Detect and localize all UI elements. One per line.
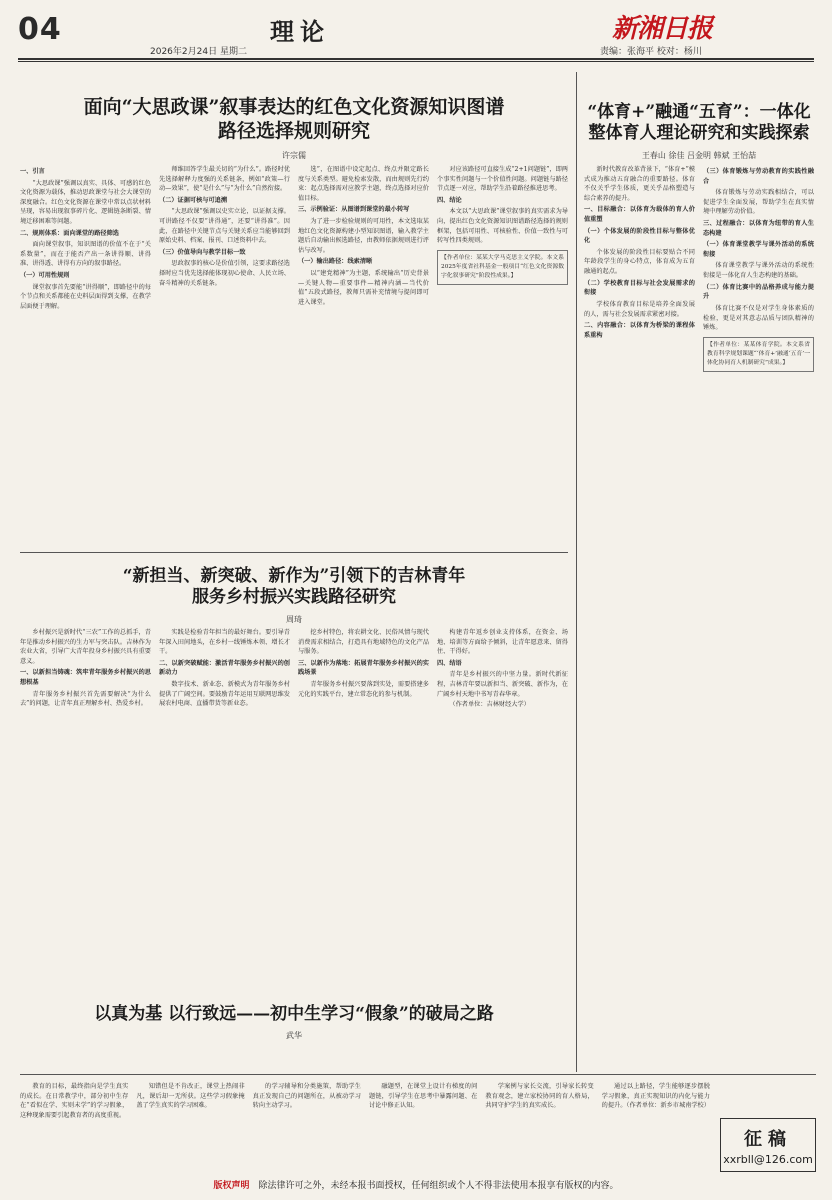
- section-heading: （一）可用性规则: [20, 272, 70, 280]
- page-number: 04: [18, 12, 62, 47]
- section-heading: （三）价值导向与教学目标一致: [159, 248, 246, 256]
- paragraph: 【作者单位：某某体育学院。本文系省教育科学规划课题“‘体育+’融通‘五育’一体化协同育人机制研究”成果。】: [703, 337, 814, 372]
- paragraph: 师维回答学生最关切的“为什么”。路径时优先选择解释力度强的关系链条，例如“政策—行动—效果”，使“是什么”与“为什么”自然衔接。: [159, 166, 290, 193]
- article1-col: [298, 165, 429, 545]
- article2-col: [584, 165, 695, 1070]
- paragraph: 面向课堂叙事，知识图谱的价值不在于“关系数量”，而在于能否产出一条讲得顺、讲得准、讲得透、讲得有方向的叙事路径。: [20, 241, 151, 268]
- paragraph: 知错但是不肯改正，课堂上热闹非凡，课后却一无所获。这些学习假象掩盖了学生真实的学习困难。: [136, 1083, 245, 1110]
- article1-body: [20, 165, 568, 545]
- paragraph: “大思政课”强调以史实立论，以证据支撑。可讲路径不仅要“讲得通”，还要“讲得准”。因此，在路径中关键节点与关键关系应当能够回到原始史料、档案、报刊、口述资料中去。: [159, 208, 290, 245]
- article3-title-line1: “新担当、新突破、新作为”引领下的吉林青年: [122, 566, 466, 586]
- section-heading: （一）个体发展的阶段性目标与整体优化: [584, 227, 695, 245]
- paragraph: 实践是检验青年担当的最好舞台。要引导青年深入田间地头，在乡村一线锤炼本领、增长才干。: [159, 629, 290, 656]
- section-heading: 一、目标融合：以体育为载体的育人价值重塑: [584, 206, 695, 224]
- newspaper-logo: 新湘日报: [612, 14, 713, 44]
- section-heading: 一、以新担当铸魂：筑牢青年服务乡村振兴的思想根基: [20, 669, 151, 687]
- paragraph: 融题型，在课堂上设计有梯度的问题链，引导学生在思考中暴露问题、在讨论中修正认知。: [368, 1083, 478, 1110]
- article3-title: [20, 566, 568, 609]
- section-title: 理论: [270, 18, 330, 46]
- copyright-text: 除法律许可之外，未经本报书面授权，任何组织或个人不得非法使用本报享有版权的内容。: [258, 1181, 619, 1191]
- paragraph: 构建青年返乡创业支持体系，在资金、场地、培训等方面给予倾斜，让青年愿意来、留得住、干得好。: [437, 629, 568, 656]
- article2-col: [703, 165, 814, 1070]
- article3-col: [437, 628, 568, 988]
- section-heading: 一、引言: [20, 168, 45, 175]
- paragraph: 青年服务乡村振兴首先需要解决“为什么去”的问题，让青年真正理解乡村、热爱乡村。: [20, 690, 151, 708]
- paragraph: 教育的目标，最终指向是学生真实的成长。在日常教学中，部分初中生存在“看似在学、实则未学”的学习假象，这种现象需要引起教育者的高度重视。: [20, 1083, 129, 1119]
- paragraph: 思政叙事的核心是价值引领，这要求路径选择时应当优先选择能体现初心使命、人民立场、奋斗精神的关系链条。: [159, 260, 290, 287]
- article4-col: [20, 1082, 128, 1172]
- paragraph: 选”，在图谱中设定起点、终点并限定路长度与关系类型。避免检索发散，而由规则先行约束：起点选择需对应教学主题，终点选择对应价值目标。: [298, 166, 429, 202]
- article4-col: [602, 1082, 710, 1172]
- section-heading: （三）体育锻炼与劳动教育的实践性融合: [703, 168, 814, 185]
- column-divider: [576, 72, 577, 1072]
- article-separator: [20, 1074, 816, 1075]
- article3-col: [20, 628, 151, 988]
- paragraph: 青年服务乡村振兴要落到实处，需要搭建多元化的实践平台，建立常态化的参与机制。: [298, 681, 429, 698]
- section-heading: 二、内容融合：以体育为桥梁的课程体系重构: [584, 322, 695, 339]
- article3-author: 周琦: [286, 615, 302, 624]
- section-heading: 三、以新作为落地：拓展青年服务乡村振兴的实践场景: [298, 659, 429, 677]
- article3-col: [159, 628, 290, 988]
- paragraph: 对应该路径可直接生成“2+1问题链”，即两个事实性问题与一个价值性问题。问题链与路径节点逐一对应，帮助学生沿着路径推进思考。: [437, 166, 568, 193]
- section-heading: 四、结语: [437, 659, 462, 667]
- paragraph: 挖乡村特色，将农耕文化、民俗风情与现代消费需求相结合，打造具有地域特色的文化产品与服务。: [298, 629, 429, 656]
- section-heading: 二、以新突破赋能：激活青年服务乡村振兴的创新动力: [159, 659, 290, 677]
- article1-title: [20, 96, 568, 144]
- article3-col: [298, 628, 429, 988]
- copyright-notice: [18, 1178, 814, 1194]
- article1-title-line2: 路径选择规则研究: [217, 119, 370, 142]
- section-heading: （一）输出路径：线索清晰: [298, 258, 373, 266]
- article1-col: [159, 165, 290, 545]
- issue-date: 2026年2月24日 星期二: [150, 47, 247, 57]
- paragraph: 学案例与家长交流，引导家长转变教育观念，建立家校协同的育人格局，共同守护学生的真实成长。: [485, 1083, 594, 1110]
- article-separator: [20, 552, 568, 553]
- call-for-papers-label: 征稿: [744, 1129, 792, 1150]
- masthead: [0, 0, 832, 64]
- masthead-rule: [18, 58, 814, 60]
- paragraph: 体育比赛不仅是对学生身体素质的检验，更是对其意志品质与团队精神的锤炼。: [703, 304, 814, 332]
- article4-author: 武华: [286, 1031, 302, 1040]
- section-heading: （一）体育课堂教学与课外活动的系统衔接: [703, 241, 814, 258]
- article3-body: [20, 628, 568, 988]
- editor-credits: 责编：张海平 校对：杨川: [600, 47, 702, 57]
- article1-title-line1: 面向“大思政课”叙事表达的红色文化资源知识图谱: [83, 96, 505, 118]
- section-heading: 三、示例验证：从图谱到课堂的最小转写: [298, 206, 410, 214]
- section-heading: 二、规则体系：面向课堂的路径筛选: [20, 229, 119, 237]
- paragraph: 个体发展的阶段性目标要贴合不同年龄段学生的身心特点，体育成为五育融通的起点。: [584, 248, 695, 276]
- article3-title-line2: 服务乡村振兴实践路径研究: [192, 587, 396, 608]
- paragraph: 新时代教育改革背景下，“体育+”模式成为推动五育融合的重要路径。体育不仅关乎学生体质，更关乎品格塑造与综合素养的提升。: [584, 166, 695, 202]
- article2-title: [584, 102, 814, 145]
- section-heading: （二）体育比赛中的品格养成与能力提升: [703, 283, 814, 301]
- paragraph: 课堂叙事首先要能“讲得顺”，即路径中的每个节点和关系都能在史料层面得到支撑，在教学层面便于理解。: [20, 283, 151, 310]
- article2-author: 王春山 徐佳 吕金明 韩斌 王怡喆: [641, 151, 757, 160]
- section-heading: 四、结论: [437, 196, 462, 204]
- article1-author: 许宗儒: [282, 151, 306, 160]
- section-heading: （二）证据可核与可追溯: [159, 196, 228, 204]
- article2-body: [584, 165, 814, 1070]
- article4-col: [485, 1082, 593, 1172]
- paragraph: （作者单位：吉林财经大学）: [449, 701, 530, 709]
- paragraph: 为了进一步检验规则的可用性，本文选取某地红色文化资源构建小型知识图谱，输入教学主题后自动输出候选路径，由教师依据规则进行评估与改写。: [298, 218, 429, 254]
- paragraph: 乡村振兴是新时代“三农”工作的总抓手，青年是推动乡村振兴的生力军与突击队。吉林作为农业大省，引导广大青年投身乡村振兴具有重要意义。: [20, 629, 151, 665]
- article2-title-line2: 整体育人理论研究和实践探索: [588, 123, 810, 144]
- paragraph: 体育课堂教学与课外活动的系统性衔接是一体化育人生态构建的基础。: [703, 262, 814, 280]
- submission-email[interactable]: xxrbll@126.com: [723, 1153, 813, 1166]
- article1-col: [20, 165, 151, 545]
- paragraph: 青年是乡村振兴的中坚力量。新时代新征程，吉林青年要以新担当、新突破、新作为，在广阔乡村天地中书写青春华章。: [437, 671, 568, 698]
- article2-title-line1: “体育+”融通“五育”：一体化: [587, 102, 811, 122]
- call-for-papers-box: [720, 1118, 816, 1172]
- paragraph: “大思政课”强调以真实、具体、可感的红色文化资源为载体，推动思政课堂与社会大课堂的深度融合。红色文化资源在课堂中常以点状材料呈现，容易出现叙事碎片化、逻辑链条断裂、情境迁移困难等问题。: [20, 179, 151, 226]
- copyright-tag: 版权声明: [213, 1181, 250, 1191]
- paragraph: 的学习辅导和分类施策，帮助学生真正发现自己的问题所在，从被动学习转向主动学习。: [252, 1083, 361, 1110]
- paragraph: 数字技术、新业态、新模式为青年服务乡村提供了广阔空间。要鼓励青年运用互联网思维发展农村电商、直播带货等新业态。: [159, 681, 290, 708]
- article1-col: [437, 165, 568, 545]
- article4-col: [253, 1082, 361, 1172]
- article4-col: [369, 1082, 477, 1172]
- paragraph: 以“建党精神”为主题，系统输出“历史背景—关键人物—重要事件—精神内涵—当代价值”五段式路径，教师只需补充情境与提问即可进入课堂。: [298, 270, 429, 306]
- masthead-rule-thin: [18, 61, 814, 62]
- paragraph: 体育锻炼与劳动实践相结合，可以促进学生全面发展，帮助学生在真实情境中理解劳动价值。: [703, 189, 814, 216]
- section-heading: 三、过程融合：以体育为纽带的育人生态构建: [703, 220, 814, 237]
- article4-body: [20, 1082, 710, 1172]
- paragraph: 【作者单位：某某大学马克思主义学院。本文系2025年度省社科基金一般项目“红色文化资源数字化叙事研究”阶段性成果。】: [437, 250, 568, 285]
- section-heading: （二）学校教育目标与社会发展需求的衔接: [584, 279, 695, 297]
- article4-col: [136, 1082, 244, 1172]
- paragraph: 学校体育教育目标是培养全面发展的人，需与社会发展需求紧密对接。: [584, 300, 695, 318]
- paragraph: 本文以“大思政课”课堂叙事的真实需求为导向，提出红色文化资源知识图谱路径选择的规则框架，包括可用性、可核验性、价值一致性与可转写性四类规则。: [437, 208, 568, 245]
- paragraph: 通过以上路径，学生能够逐步摆脱学习假象，真正实现知识的内化与能力的提升。（作者单位：新乡市城南学校）: [601, 1083, 710, 1110]
- article4-title: 以真为基 以行致远——初中生学习“假象”的破局之路: [94, 1004, 494, 1024]
